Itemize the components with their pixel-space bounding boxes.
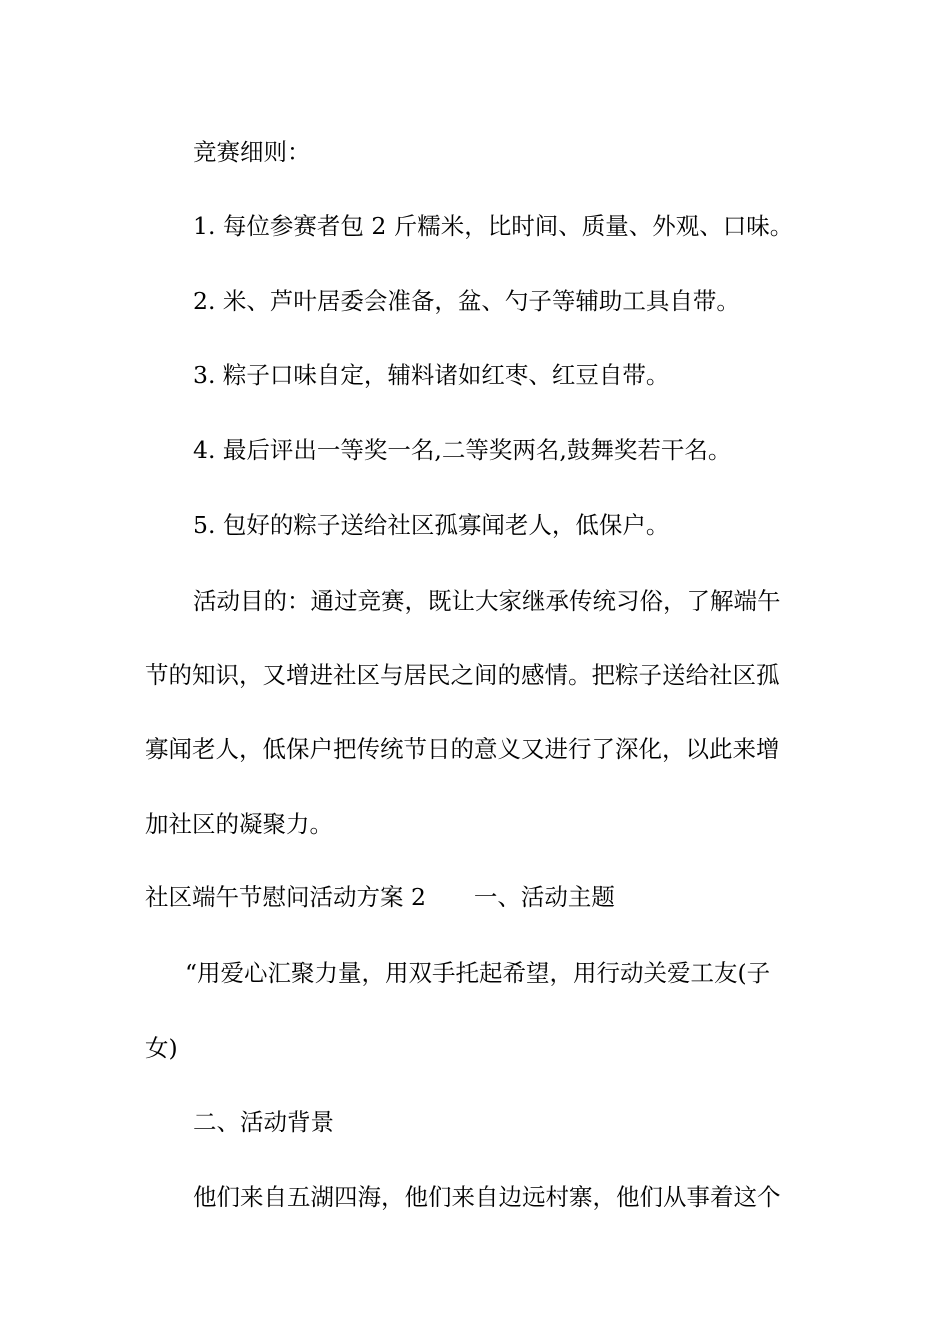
rule-item-2: 2. 米、芦叶居委会准备，盆、勺子等辅助工具自带。 xyxy=(193,287,740,315)
plan2-title-line xyxy=(145,882,615,912)
purpose-line-1: 活动目的：通过竞赛，既让大家继承传统习俗，了解端午 xyxy=(193,587,781,615)
plan2-title: 社区端午节慰问活动方案 2 xyxy=(145,883,426,911)
section1-heading: 一、活动主题 xyxy=(473,883,615,911)
rule-item-3: 3. 粽子口味自定，辅料诸如红枣、红豆自带。 xyxy=(193,361,670,389)
rules-heading: 竞赛细则： xyxy=(193,138,311,166)
rule-item-4: 4. 最后评出一等奖一名,二等奖两名,鼓舞奖若干名。 xyxy=(193,436,732,464)
rule-item-1: 1. 每位参赛者包 2 斤糯米，比时间、质量、外观、口味。 xyxy=(193,212,794,240)
section2-heading: 二、活动背景 xyxy=(193,1108,334,1136)
purpose-line-3: 寡闻老人，低保户把传统节日的意义又进行了深化，以此来增 xyxy=(145,735,780,763)
theme-line-1: “用爱心汇聚力量，用双手托起希望，用行动关爱工友(子 xyxy=(185,959,771,987)
background-line-1: 他们来自五湖四海，他们来自边远村寨，他们从事着这个 xyxy=(193,1183,781,1211)
purpose-line-2: 节的知识，又增进社区与居民之间的感情。把粽子送给社区孤 xyxy=(145,661,780,689)
purpose-line-4: 加社区的凝聚力。 xyxy=(145,810,333,838)
theme-line-2: 女) xyxy=(145,1034,178,1062)
rule-item-5: 5. 包好的粽子送给社区孤寡闻老人，低保户。 xyxy=(193,511,670,539)
